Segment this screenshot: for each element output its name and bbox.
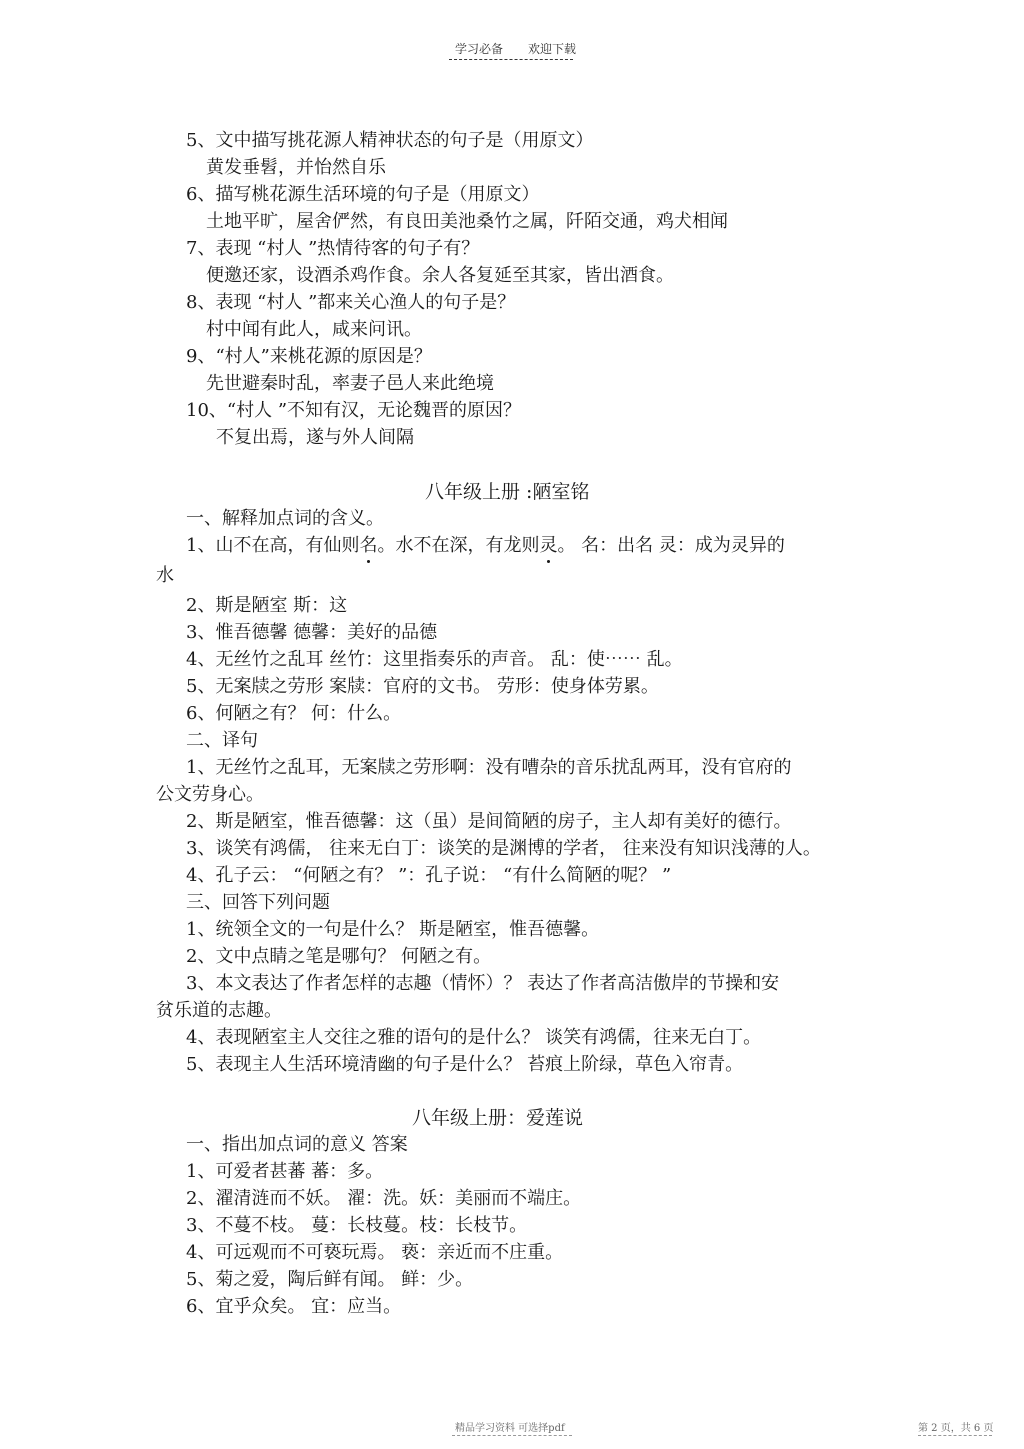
text-line: 9、“村人”来桃花源的原因是？ <box>186 346 432 367</box>
text-line-with-dots <box>186 534 785 558</box>
answer-line: 村中闻有此人，咸来问讯。 <box>206 319 422 340</box>
header-right-text: 欢迎下载 <box>528 42 577 56</box>
text-line: 5、菊之爱，陶后鲜有闻。 鲜：少。 <box>186 1269 474 1290</box>
text-line: 1、统领全文的一句是什么？ 斯是陋室，惟吾德馨。 <box>186 919 600 940</box>
footer-divider <box>452 1435 572 1436</box>
part-heading: 三、回答下列问题 <box>186 892 330 913</box>
text-line: 5、表现主人生活环境清幽的句子是什么？ 苔痕上阶绿，草色入帘青。 <box>186 1054 744 1075</box>
part-heading: 二、译句 <box>186 730 258 751</box>
footer-divider <box>918 1435 992 1436</box>
text-line: 7、表现 “村人 ”热情待客的句子有？ <box>186 238 480 259</box>
text-fragment: 1、山不在高，有仙则 <box>186 535 360 556</box>
text-wrap: 水 <box>156 565 174 586</box>
footer-page-number: 第 2 页，共 6 页 <box>918 1423 994 1434</box>
text-wrap: 公文劳身心。 <box>156 784 264 805</box>
text-line: 10、“村人 ”不知有汉，无论魏晋的原因？ <box>186 400 522 421</box>
text-line: 6、宜乎众矣。 宜：应当。 <box>186 1296 402 1317</box>
text-line: 2、斯是陋室 斯：这 <box>186 595 348 616</box>
answer-line: 不复出焉，遂与外人间隔 <box>216 427 414 448</box>
text-line: 2、斯是陋室，惟吾德馨：这（虽）是间简陋的房子，主人却有美好的德行。 <box>186 811 792 832</box>
text-line: 2、濯清涟而不妖。 濯：洗。妖：美丽而不端庄。 <box>186 1188 582 1209</box>
text-line: 5、文中描写挑花源人精神状态的句子是（用原文） <box>186 130 594 151</box>
text-line: 3、不蔓不枝。 蔓：长枝蔓。枝：长枝节。 <box>186 1215 528 1236</box>
text-line: 6、描写桃花源生活环境的句子是（用原文） <box>186 184 540 205</box>
header-left-text: 学习必备 <box>455 42 504 56</box>
section-title: 八年级上册 :陋室铭 <box>425 481 590 503</box>
text-line: 3、本文表达了作者怎样的志趣（情怀）？ 表达了作者高洁傲岸的节操和安 <box>186 973 780 994</box>
text-line: 8、表现 “村人 ”都来关心渔人的句子是？ <box>186 292 516 313</box>
text-line: 1、可爱者甚蕃 蕃：多。 <box>186 1161 384 1182</box>
page-header <box>0 40 1024 70</box>
answer-line: 便邀还家，设酒杀鸡作食。余人各复延至其家，皆出酒食。 <box>206 265 674 286</box>
answer-line: 土地平旷，屋舍俨然，有良田美池桑竹之属，阡陌交通，鸡犬相闻 <box>206 211 728 232</box>
answer-line: 先世避秦时乱，率妻子邑人来此绝境 <box>206 373 494 394</box>
text-line: 4、可远观而不可亵玩焉。 亵：亲近而不庄重。 <box>186 1242 564 1263</box>
text-line: 3、谈笑有鸿儒， 往来无白丁：谈笑的是渊博的学者， 往来没有知识浅薄的人。 <box>186 838 821 859</box>
answer-line: 黄发垂髫，并怡然自乐 <box>206 157 386 178</box>
text-line: 5、无案牍之劳形 案牍：官府的文书。 劳形：使身体劳累。 <box>186 676 659 697</box>
text-line: 2、文中点睛之笔是哪句？ 何陋之有。 <box>186 946 492 967</box>
text-fragment: 。水不在深，有龙则 <box>377 535 540 556</box>
text-wrap: 贫乐道的志趣。 <box>156 1000 282 1021</box>
text-fragment: 。 名：出名 灵：成为灵异的 <box>557 535 785 556</box>
dotted-word: 名 <box>359 535 378 556</box>
part-heading: 一、指出加点词的意义 答案 <box>186 1134 408 1155</box>
text-line: 4、表现陋室主人交往之雅的语句的是什么？ 谈笑有鸿儒，往来无白丁。 <box>186 1027 762 1048</box>
part-heading: 一、解释加点词的含义。 <box>186 508 384 529</box>
text-line: 3、惟吾德馨 德馨：美好的品德 <box>186 622 438 643</box>
dotted-word: 灵 <box>539 535 558 556</box>
header-divider <box>449 59 573 60</box>
text-line: 4、孔子云： “何陋之有？ ”：孔子说： “有什么简陋的呢？ ” <box>186 865 672 886</box>
text-line: 4、无丝竹之乱耳 丝竹：这里指奏乐的声音。 乱：使⋯⋯ 乱。 <box>186 649 683 670</box>
text-line: 1、无丝竹之乱耳，无案牍之劳形啊：没有嘈杂的音乐扰乱两耳，没有官府的 <box>186 757 792 778</box>
section-title: 八年级上册：爱莲说 <box>412 1107 584 1129</box>
text-line: 6、何陋之有？ 何：什么。 <box>186 703 402 724</box>
footer-center-text: 精品学习资料 可选择pdf <box>455 1423 565 1434</box>
